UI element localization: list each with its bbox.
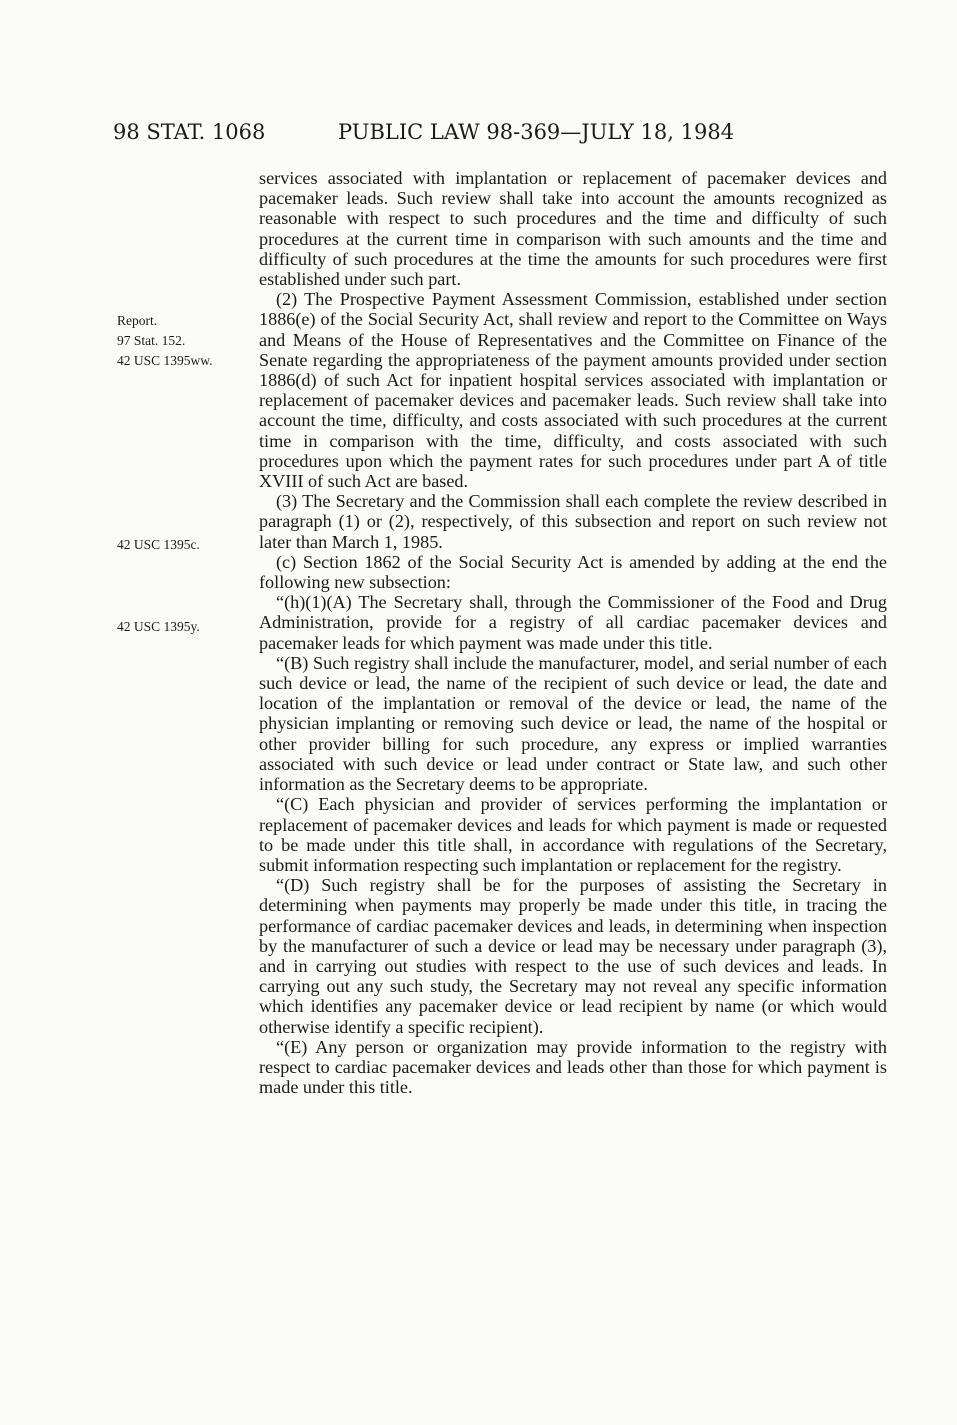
paragraph-h-1-a: “(h)(1)(A) The Secretary shall, through the Commissioner of the Food and Drug Administration, provide for a registry of all cardiac pacemaker devices and pacemaker leads for which payment was made under this title.	[259, 592, 887, 653]
law-title: PUBLIC LAW 98-369—JULY 18, 1984	[338, 120, 735, 144]
paragraph-e: “(E) Any person or organization may provide information to the registry with respect to cardiac pacemaker devices and leads other than those for which payment is made under this title.	[259, 1036, 887, 1098]
paragraph-c: (c) Section 1862 of the Social Security Act is amended by adding at the end the following new subsection:	[259, 551, 887, 593]
margin-note-1395ww: 42 USC 1395ww.	[117, 353, 213, 368]
margin-note-report: Report.	[117, 313, 158, 328]
paragraph-3: (3) The Secretary and the Commission shall each complete the review described in paragraph (1) or (2), respectively, of this subsection and report on such review not later than March 1, 1985.	[259, 491, 887, 552]
paragraph-b: “(B) Such registry shall include the manufacturer, model, and serial number of each such device or lead, the name of the recipient of such device or lead, the date and location of the implantation or removal of the device or lead, the name of the physician implanting or removing such device or lead, the name of the hospital or other provider billing for such procedure, any express or implied warranties associated with such device or lead under contract or State law, and such other information as the Secretary deems to be appropriate.	[259, 652, 887, 795]
margin-note-1395c: 42 USC 1395c.	[117, 537, 200, 552]
statute-reference: 98 STAT. 1068	[113, 120, 266, 144]
body-text	[259, 168, 887, 1097]
margin-note-1395y: 42 USC 1395y.	[117, 619, 200, 634]
paragraph-2: (2) The Prospective Payment Assessment Commission, established under section 1886(e) of the Social Security Act, shall review and report to the Committee on Ways and Means of the House of Representatives and the Committee on Finance of the Senate regarding the appropriateness of the payment amounts provided under section 1886(d) of such Act for inpatient hospital services associated with implantation or replacement of pacemaker devices and pacemaker leads. Such review shall take into account the time, difficulty, and costs associated with such procedures at the current time in comparison with the time, difficulty, and costs associated with such procedures upon which the payment rates for such procedures under part A of title XVIII of such Act are based.	[259, 289, 887, 492]
margin-note-97-stat: 97 Stat. 152.	[117, 333, 186, 348]
paragraph-continuation: services associated with implantation or replacement of pacemaker devices and pacemaker leads. Such review shall take into account the amounts recognized as reasonable with respect to such procedures and the time and difficulty of such procedures at the current time in comparison with such amounts and the time and difficulty of such procedures at the time the amounts for such procedures were first established under such part.	[259, 168, 887, 290]
paragraph-d: “(D) Such registry shall be for the purposes of assisting the Secretary in determining when payments may properly be made under this title, in tracing the performance of cardiac pacemaker devices and leads, in determining when inspection by the manufacturer of such a device or lead may be necessary under paragraph (3), and in carrying out studies with respect to the use of such devices and leads. In carrying out any such study, the Secretary may not reveal any specific information which identifies any pacemaker device or lead recipient by name (or which would otherwise identify a specific recipient).	[259, 875, 887, 1037]
paragraph-c-registry: “(C) Each physician and provider of services performing the implantation or replacement of pacemaker devices and leads for which payment is made or requested to be made under this title shall, in accordance with regulations of the Secretary, submit information respecting such implantation or replacement for the registry.	[259, 794, 887, 875]
